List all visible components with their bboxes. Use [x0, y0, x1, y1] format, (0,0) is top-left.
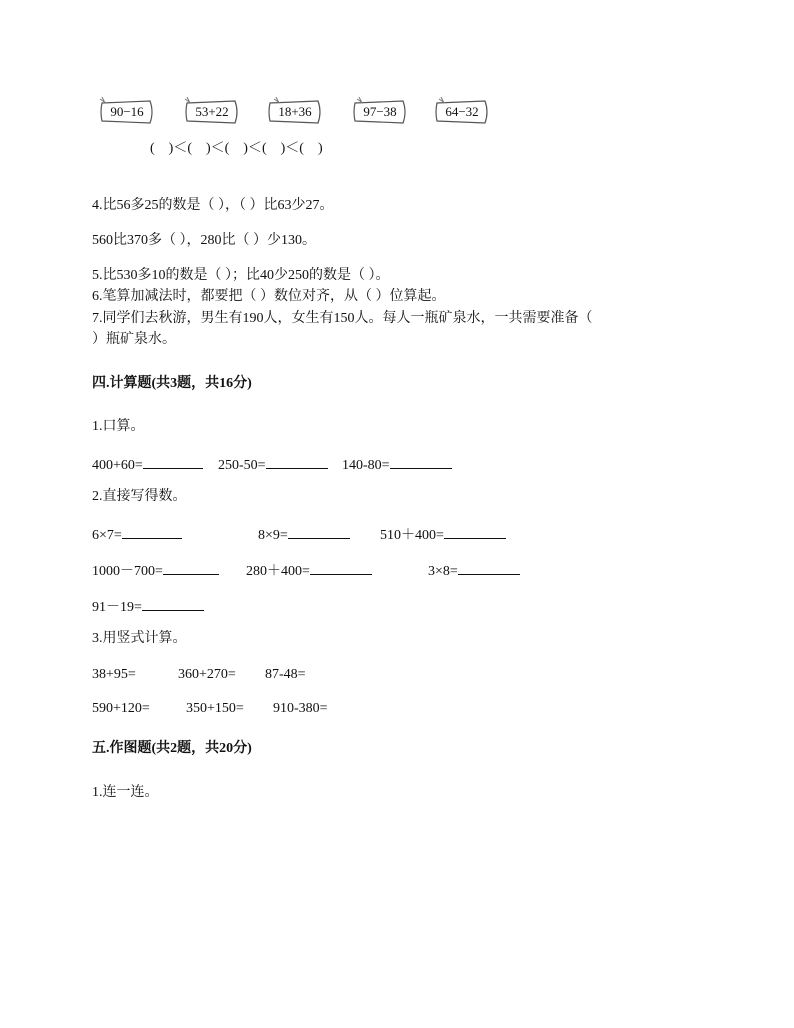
s4-q1-item-1	[92, 454, 203, 475]
answer-blank[interactable]	[288, 524, 350, 539]
answer-blank[interactable]	[310, 560, 372, 575]
s4-q3-r2-item-3: 910-380=	[273, 701, 328, 716]
card-expression: 90−16	[110, 104, 144, 119]
s4-question-2: 2.直接写得数。	[92, 489, 187, 504]
s5-question-1: 1.连一连。	[92, 785, 159, 800]
s4-q2-r2-item-2	[246, 560, 372, 581]
card-expression: 97−38	[363, 104, 397, 119]
expression: 8×9=	[258, 528, 288, 543]
answer-blank[interactable]	[163, 560, 219, 575]
card-expression: 18+36	[278, 104, 312, 119]
question-4-line-2: 560比370多（ ），280比（ ）少130。	[92, 233, 316, 248]
card-expression: 64−32	[445, 104, 479, 119]
expression: 3×8=	[428, 564, 458, 579]
expression: 1000－700=	[92, 564, 163, 579]
s4-q3-r1-item-2: 360+270=	[178, 667, 236, 682]
s4-question-3: 3.用竖式计算。	[92, 631, 187, 646]
expression: 250-50=	[218, 458, 266, 473]
question-5: 5.比530多10的数是（ ）；比40少250的数是（ ）。	[92, 268, 390, 283]
expression: 140-80=	[342, 458, 390, 473]
expression: 400+60=	[92, 458, 143, 473]
s4-q3-r2-item-1: 590+120=	[92, 701, 150, 716]
question-4-line-1: 4.比56多25的数是（ ），（ ）比63少27。	[92, 198, 334, 213]
number-card-5	[433, 97, 491, 127]
s4-q1-item-3	[342, 454, 452, 475]
s4-q2-r3-item-1	[92, 596, 204, 617]
s4-q3-r2-item-2: 350+150=	[186, 701, 244, 716]
number-card-4	[351, 97, 409, 127]
s4-q1-item-2	[218, 454, 328, 475]
number-card-3	[266, 97, 324, 127]
answer-blank[interactable]	[266, 454, 328, 469]
answer-blank[interactable]	[444, 524, 506, 539]
s4-q2-r2-item-1	[92, 560, 219, 581]
s4-q2-r2-item-3	[428, 560, 520, 581]
s4-q3-r1-item-3: 87-48=	[265, 667, 306, 682]
s4-q2-r1-item-3	[380, 524, 506, 545]
expression: 280＋400=	[246, 564, 310, 579]
question-6: 6.笔算加减法时，都要把（ ）数位对齐，从（ ）位算起。	[92, 289, 446, 304]
expression: 6×7=	[92, 528, 122, 543]
answer-blank[interactable]	[390, 454, 452, 469]
answer-blank[interactable]	[142, 596, 204, 611]
compare-row: ( )＜( )＜( )＜( )＜( )	[150, 141, 323, 156]
answer-blank[interactable]	[143, 454, 203, 469]
card-expression: 53+22	[195, 104, 229, 119]
section-4-heading: 四.计算题(共3题，共16分)	[92, 376, 252, 391]
question-7-line-2: ）瓶矿泉水。	[92, 332, 176, 347]
expression: 510＋400=	[380, 528, 444, 543]
answer-blank[interactable]	[458, 560, 520, 575]
s4-question-1: 1.口算。	[92, 419, 145, 434]
section-5-heading: 五.作图题(共2题，共20分)	[92, 741, 252, 756]
s4-q2-r1-item-2	[258, 524, 350, 545]
number-card-1	[98, 97, 156, 127]
s4-q3-r1-item-1: 38+95=	[92, 667, 136, 682]
s4-q2-r1-item-1	[92, 524, 182, 545]
answer-blank[interactable]	[122, 524, 182, 539]
question-7-line-1: 7.同学们去秋游，男生有190人，女生有150人。每人一瓶矿泉水，一共需要准备（	[92, 311, 593, 326]
expression: 91－19=	[92, 600, 142, 615]
number-card-2	[183, 97, 241, 127]
